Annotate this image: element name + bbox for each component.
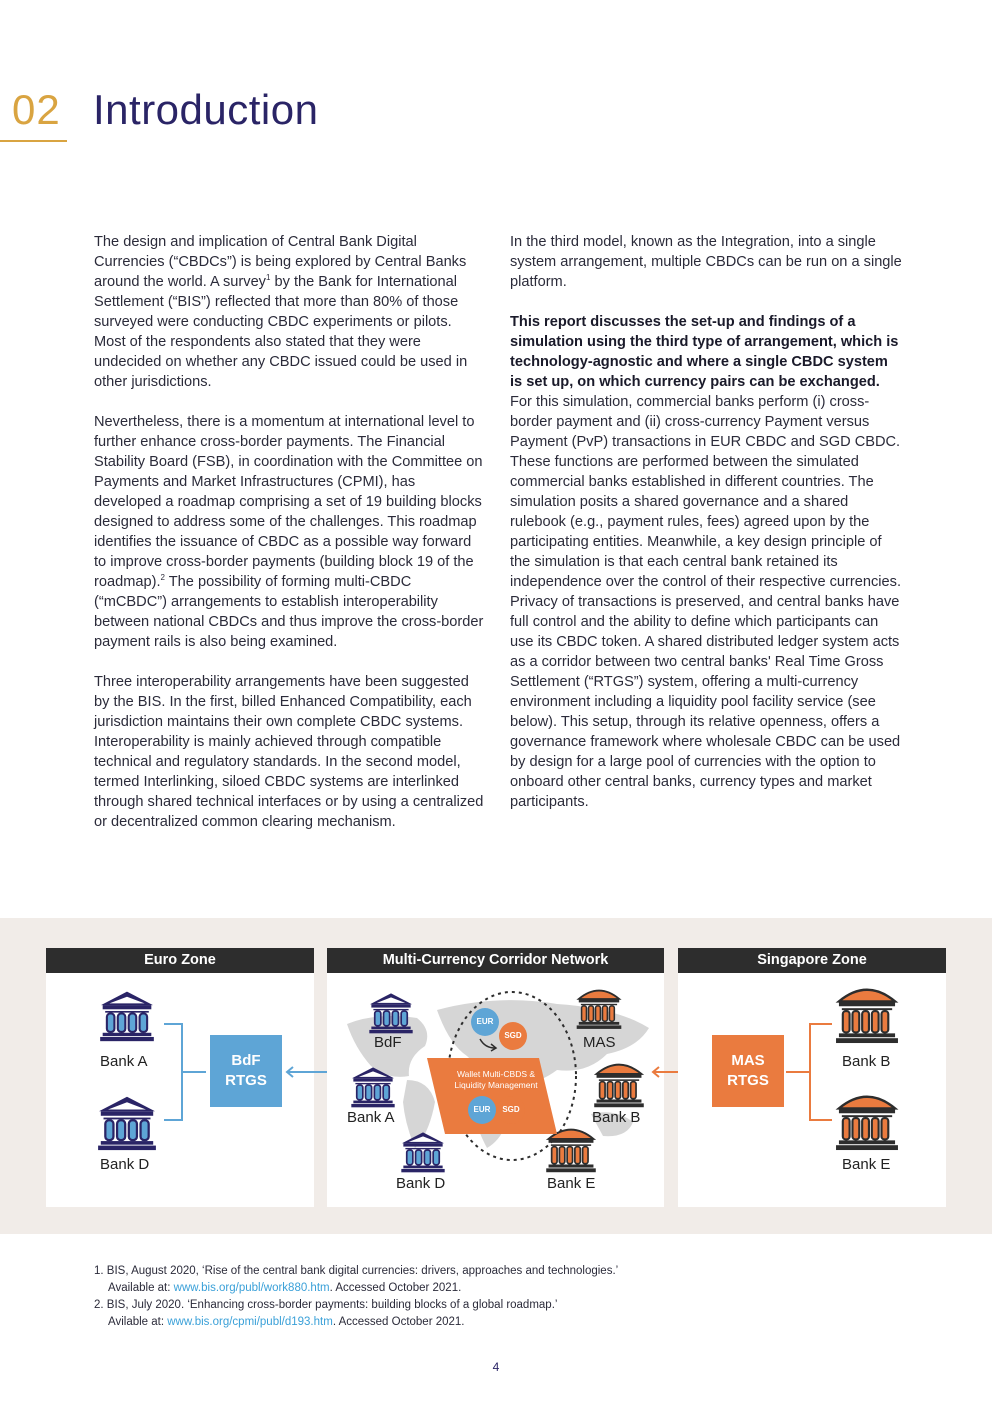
paragraph: This report discusses the set-up and findings of a simulation using the third type of arrangement, which is technology-agnostic and where a single CBDC system is set up, on which currency pairs can be exchanged. For this simulation, commercial banks perform (i) cross-border payment and (ii) cross-currency Payment versus Payment (PvP) transactions in EUR CBDC and SGD CBDC. These functions are performed between the simulated commercial banks established in different countries. The simulation posits a shared governance and a shared rulebook (e.g., payment rules, fees) agreed upon by the participating entities. Meanwhile, a key design principle of the simulation is that each central bank retained its independence over the control of their respective currencies. Privacy of transactions is preserved, and central banks have full control and the ability to define which participants can use its CBDC token. A shared distributed ledger system acts as a corridor between two central banks' Real Time Gross Settlement (“RTGS”) system, offering a multi-currency environment including a liquidity pool facility service (see below). This setup, through its relative openness, offers a governance framework where wholesale CBDC can be used by design for a large pool of currencies with the option to onboard other central banks, currency types and market participants. bbox=[510, 314, 902, 810]
corridor-panel bbox=[327, 948, 664, 1207]
footnote-1: 1. BIS, August 2020, ‘Rise of the central bank digital currencies: drivers, approaches and technologies.’ bbox=[94, 1265, 619, 1277]
bank-icon bbox=[834, 1091, 900, 1151]
paragraph: Three interoperability arrangements have been suggested by the BIS. In the first, billed Enhanced Compatibility, each jurisdiction maintains their own complete CBDC systems. Interoperability is mainly achieved through compatible technical and regulatory standards. In the second model, termed Interlinking, siloed CBDC systems are interlinked through shared technical interfaces or by using a centralized or decentralized common clearing mechanism. bbox=[94, 674, 484, 830]
euro-zone-panel bbox=[46, 948, 314, 1207]
singapore-zone-panel bbox=[678, 948, 946, 1207]
bank-b-label: Bank B bbox=[592, 1109, 641, 1126]
bank-icon bbox=[94, 990, 160, 1042]
bank-b-label: Bank B bbox=[842, 1053, 891, 1070]
eur-token: EUR bbox=[471, 1008, 499, 1036]
bank-icon bbox=[576, 986, 622, 1030]
corridor-title: Multi-Currency Corridor Network bbox=[327, 948, 664, 973]
bank-icon bbox=[347, 1066, 399, 1108]
bdf-label: BdF bbox=[374, 1034, 402, 1051]
wallet-label: Wallet Multi-CBDS & Liquidity Management bbox=[454, 1069, 538, 1090]
paragraph: In the third model, known as the Integration, into a single system arrangement, multiple CBDCs can be run on a single platform. bbox=[510, 234, 902, 290]
bank-icon bbox=[397, 1131, 449, 1173]
bank-e-label: Bank E bbox=[547, 1175, 596, 1192]
bank-d-label: Bank D bbox=[100, 1156, 150, 1173]
header-underline bbox=[0, 140, 67, 142]
bank-icon bbox=[593, 1060, 645, 1108]
page-title: Introduction bbox=[93, 86, 319, 133]
singapore-zone-title: Singapore Zone bbox=[678, 948, 946, 973]
eur-token: EUR bbox=[468, 1096, 496, 1124]
footnote-ref: 1 bbox=[265, 273, 271, 282]
euro-zone-title: Euro Zone bbox=[46, 948, 314, 973]
section-number: 02 bbox=[12, 86, 61, 133]
right-column bbox=[510, 232, 902, 832]
connector-bracket bbox=[782, 1018, 834, 1128]
bank-d-label: Bank D bbox=[396, 1175, 446, 1192]
mas-rtgs-box: MAS RTGS bbox=[712, 1035, 784, 1107]
bank-a-label: Bank A bbox=[347, 1109, 395, 1126]
footnotes: 1. BIS, August 2020, ‘Rise of the central bank digital currencies: drivers, approaches and technologies.’ Available at: www.bis.org/publ/work880.htm. Accessed October 2021. 2. BIS, July 2020. ‘Enhancing cross-border payments: building blocks of a global roadmap.’ Avilable at: www.bis.org/cpmi/publ/d193.htm. Accessed October 2021. bbox=[94, 1265, 619, 1328]
bank-e-label: Bank E bbox=[842, 1156, 891, 1173]
connector-bracket bbox=[162, 1018, 214, 1128]
bank-icon bbox=[94, 1095, 160, 1151]
footnote-ref: 2 bbox=[160, 573, 165, 582]
bank-a-label: Bank A bbox=[100, 1053, 148, 1070]
left-column bbox=[94, 232, 486, 852]
sgd-token: SGD bbox=[497, 1096, 525, 1124]
sgd-token: SGD bbox=[499, 1022, 527, 1050]
paragraph: The design and implication of Central Bank Digital Currencies (“CBDCs”) is being explored by Central Banks around the world. A survey$^1$ by the Bank for International Settlement (“BIS”) reflected that more than 80% of those surveyed were conducting CBDC experiments or pilots. Most of the respondents also stated that they were undecided on whether any CBDC issued could be used in other jurisdictions. bbox=[94, 234, 468, 390]
footnote-2: 2. BIS, July 2020. ‘Enhancing cross-border payments: building blocks of a global roadmap.’ bbox=[94, 1299, 558, 1311]
exchange-arrow-icon bbox=[477, 1036, 501, 1052]
page-number: 4 bbox=[492, 1360, 500, 1374]
bank-icon bbox=[834, 984, 900, 1044]
bold-statement: This report discusses the set-up and findings of a simulation using the third type of arrangement, which is technology-agnostic and where a single CBDC system is set up, on which currency pairs can be exchanged. bbox=[510, 314, 899, 390]
bank-icon bbox=[365, 992, 417, 1034]
paragraph: Nevertheless, there is a momentum at international level to further enhance cross-border payments. The Financial Stability Board (FSB), in coordination with the Committee on Payments and Market Infrastructures (CPMI), has developed a roadmap comprising a set of 19 building blocks designed to address some of the challenges. This roadmap identifies the issuance of CBDC as a possible way forward to improve cross-border payments (building block 19 of the roadmap).$^2$ The possibility of forming multi-CBDC (“mCBDC”) arrangements to establish interoperability between national CBDCs and thus improve the cross-border payment rails is also being examined. bbox=[94, 414, 484, 650]
footnote-2-link[interactable]: www.bis.org/cpmi/publ/d193.htm bbox=[167, 1316, 333, 1328]
mas-label: MAS bbox=[583, 1034, 616, 1051]
bdf-rtgs-box: BdF RTGS bbox=[210, 1035, 282, 1107]
footnote-1-link[interactable]: www.bis.org/publ/work880.htm bbox=[173, 1282, 330, 1294]
